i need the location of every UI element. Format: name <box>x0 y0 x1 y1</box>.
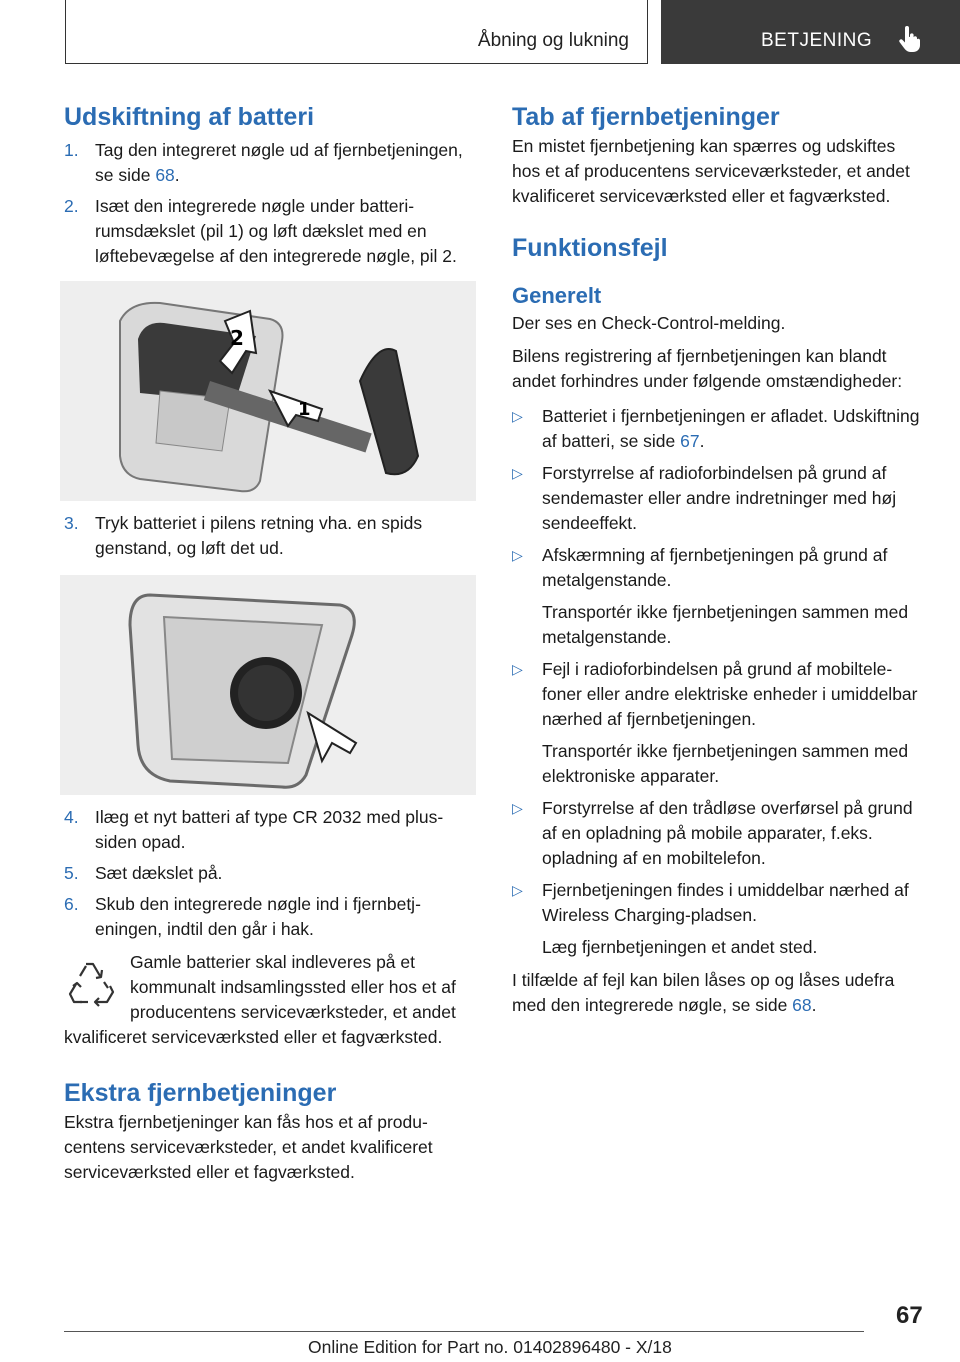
recycle-note-text: Gamle batterier skal indleveres på et kommunalt indsamlingssted eller hos et af producentens serviceværksteder, et andet kvalificeret serviceværksted eller et fagværksted. <box>64 952 456 1047</box>
battery-removal-illustration <box>60 575 476 795</box>
bullet-5: ▷ Forstyrrelse af den trådløse overførsel på grund af en opladning på mobile apparater, f.eks. opladning af en mobiltelefon. <box>512 798 913 868</box>
header-section-box <box>65 0 648 64</box>
page-number: 67 <box>896 1302 923 1329</box>
step-5: 5. Sæt dækslet på. <box>64 863 223 883</box>
recycle-icon <box>66 956 118 1008</box>
step-4: 4. Ilæg et nyt batteri af type CR 2032 med plussiden opad. <box>64 807 444 852</box>
general-text-1: Der ses en Check-Control-melding. <box>512 313 786 333</box>
step-2: 2. Isæt den integrerede nøgle under batterirumsdækslet (pil 1) og løft dækslet med en løftebevægelse af den integrerede nøgle, pil 2. <box>64 196 457 266</box>
bullet-1: ▷ Batteriet i fjernbetjeningen er afladet. Udskiftning af batteri, se side 67. <box>512 406 920 451</box>
header-section-title: Åbning og lukning <box>477 30 629 51</box>
step-1: 1. Tag den integreret nøgle ud af fjernbetjeningen, se side 68. <box>64 140 463 185</box>
extra-remotes-heading: Ekstra fjernbetjeninger <box>64 1079 337 1107</box>
general-text-2: Bilens registrering af fjernbetjeningen kan blandt andet forhindres under følgende omstændigheder: <box>512 346 903 391</box>
battery-replacement-heading: Udskiftning af batteri <box>64 103 315 131</box>
page-link-67[interactable]: 67 <box>680 431 700 451</box>
header-chapter-tab <box>661 0 960 64</box>
page-link-68-closing[interactable]: 68 <box>792 995 812 1015</box>
step-3: 3. Tryk batteriet i pilens retning vha. en spids genstand, og løft det ud. <box>64 513 423 558</box>
bullet-4-note: Transportér ikke fjernbetjeningen sammen med elektroniske apparater. <box>542 741 909 786</box>
bullet-6: ▷ Fjernbetjeningen findes i umiddelbar nærhed af Wireless Charging-pladsen. <box>512 880 909 925</box>
right-column <box>512 100 926 1018</box>
page-link-68[interactable]: 68 <box>155 165 175 185</box>
step-6: 6. Skub den integrerede nøgle ind i fjernbetjeningen, indtil den går i hak. <box>64 894 421 939</box>
bullet-2: ▷ Forstyrrelse af radioforbindelsen på grund af sendemaster eller andre indretninger med høj sendeeffekt. <box>512 463 897 533</box>
closing-text: I tilfælde af fejl kan bilen låses op og låses udefra med den integrerede nøgle, se side 68. <box>512 970 895 1015</box>
arrow-label-2: 2 <box>230 326 244 350</box>
extra-remotes-text: Ekstra fjernbetjeninger kan fås hos et af producentens serviceværksteder, et andet kvalificeret serviceværksted eller et fagværksted. <box>64 1112 433 1182</box>
left-column <box>64 100 476 1185</box>
lost-remote-heading: Tab af fjernbetjeninger <box>512 103 780 131</box>
header-chapter-title: BETJENING <box>761 30 873 51</box>
footer-edition: Online Edition for Part no. 01402896480 - X/18 <box>308 1337 672 1357</box>
bullet-3: ▷ Afskærmning af fjernbetjeningen på grund af metalgenstande. <box>512 545 888 590</box>
footer-divider <box>64 1331 864 1332</box>
malfunction-heading: Funktionsfejl <box>512 234 668 262</box>
arrow-label-1: 1 <box>298 399 311 420</box>
bullet-6-note: Læg fjernbetjeningen et andet sted. <box>542 937 818 957</box>
bullet-3-note: Transportér ikke fjernbetjeningen sammen med metalgenstande. <box>542 602 909 647</box>
bullet-4: ▷ Fejl i radioforbindelsen på grund af mobiltelefoner eller andre elektriske enheder i umiddelbar nærhed af fjernbetjeningen. <box>512 659 918 729</box>
hand-pointer-icon <box>897 26 921 52</box>
lost-remote-text: En mistet fjernbetjening kan spærres og udskiftes hos et af producentens serviceværksteder, et andet kvalificeret serviceværksted eller et fagværksted. <box>512 136 910 206</box>
recycle-note <box>64 950 476 1050</box>
key-cover-illustration <box>60 281 476 501</box>
general-heading: Generelt <box>512 283 602 308</box>
